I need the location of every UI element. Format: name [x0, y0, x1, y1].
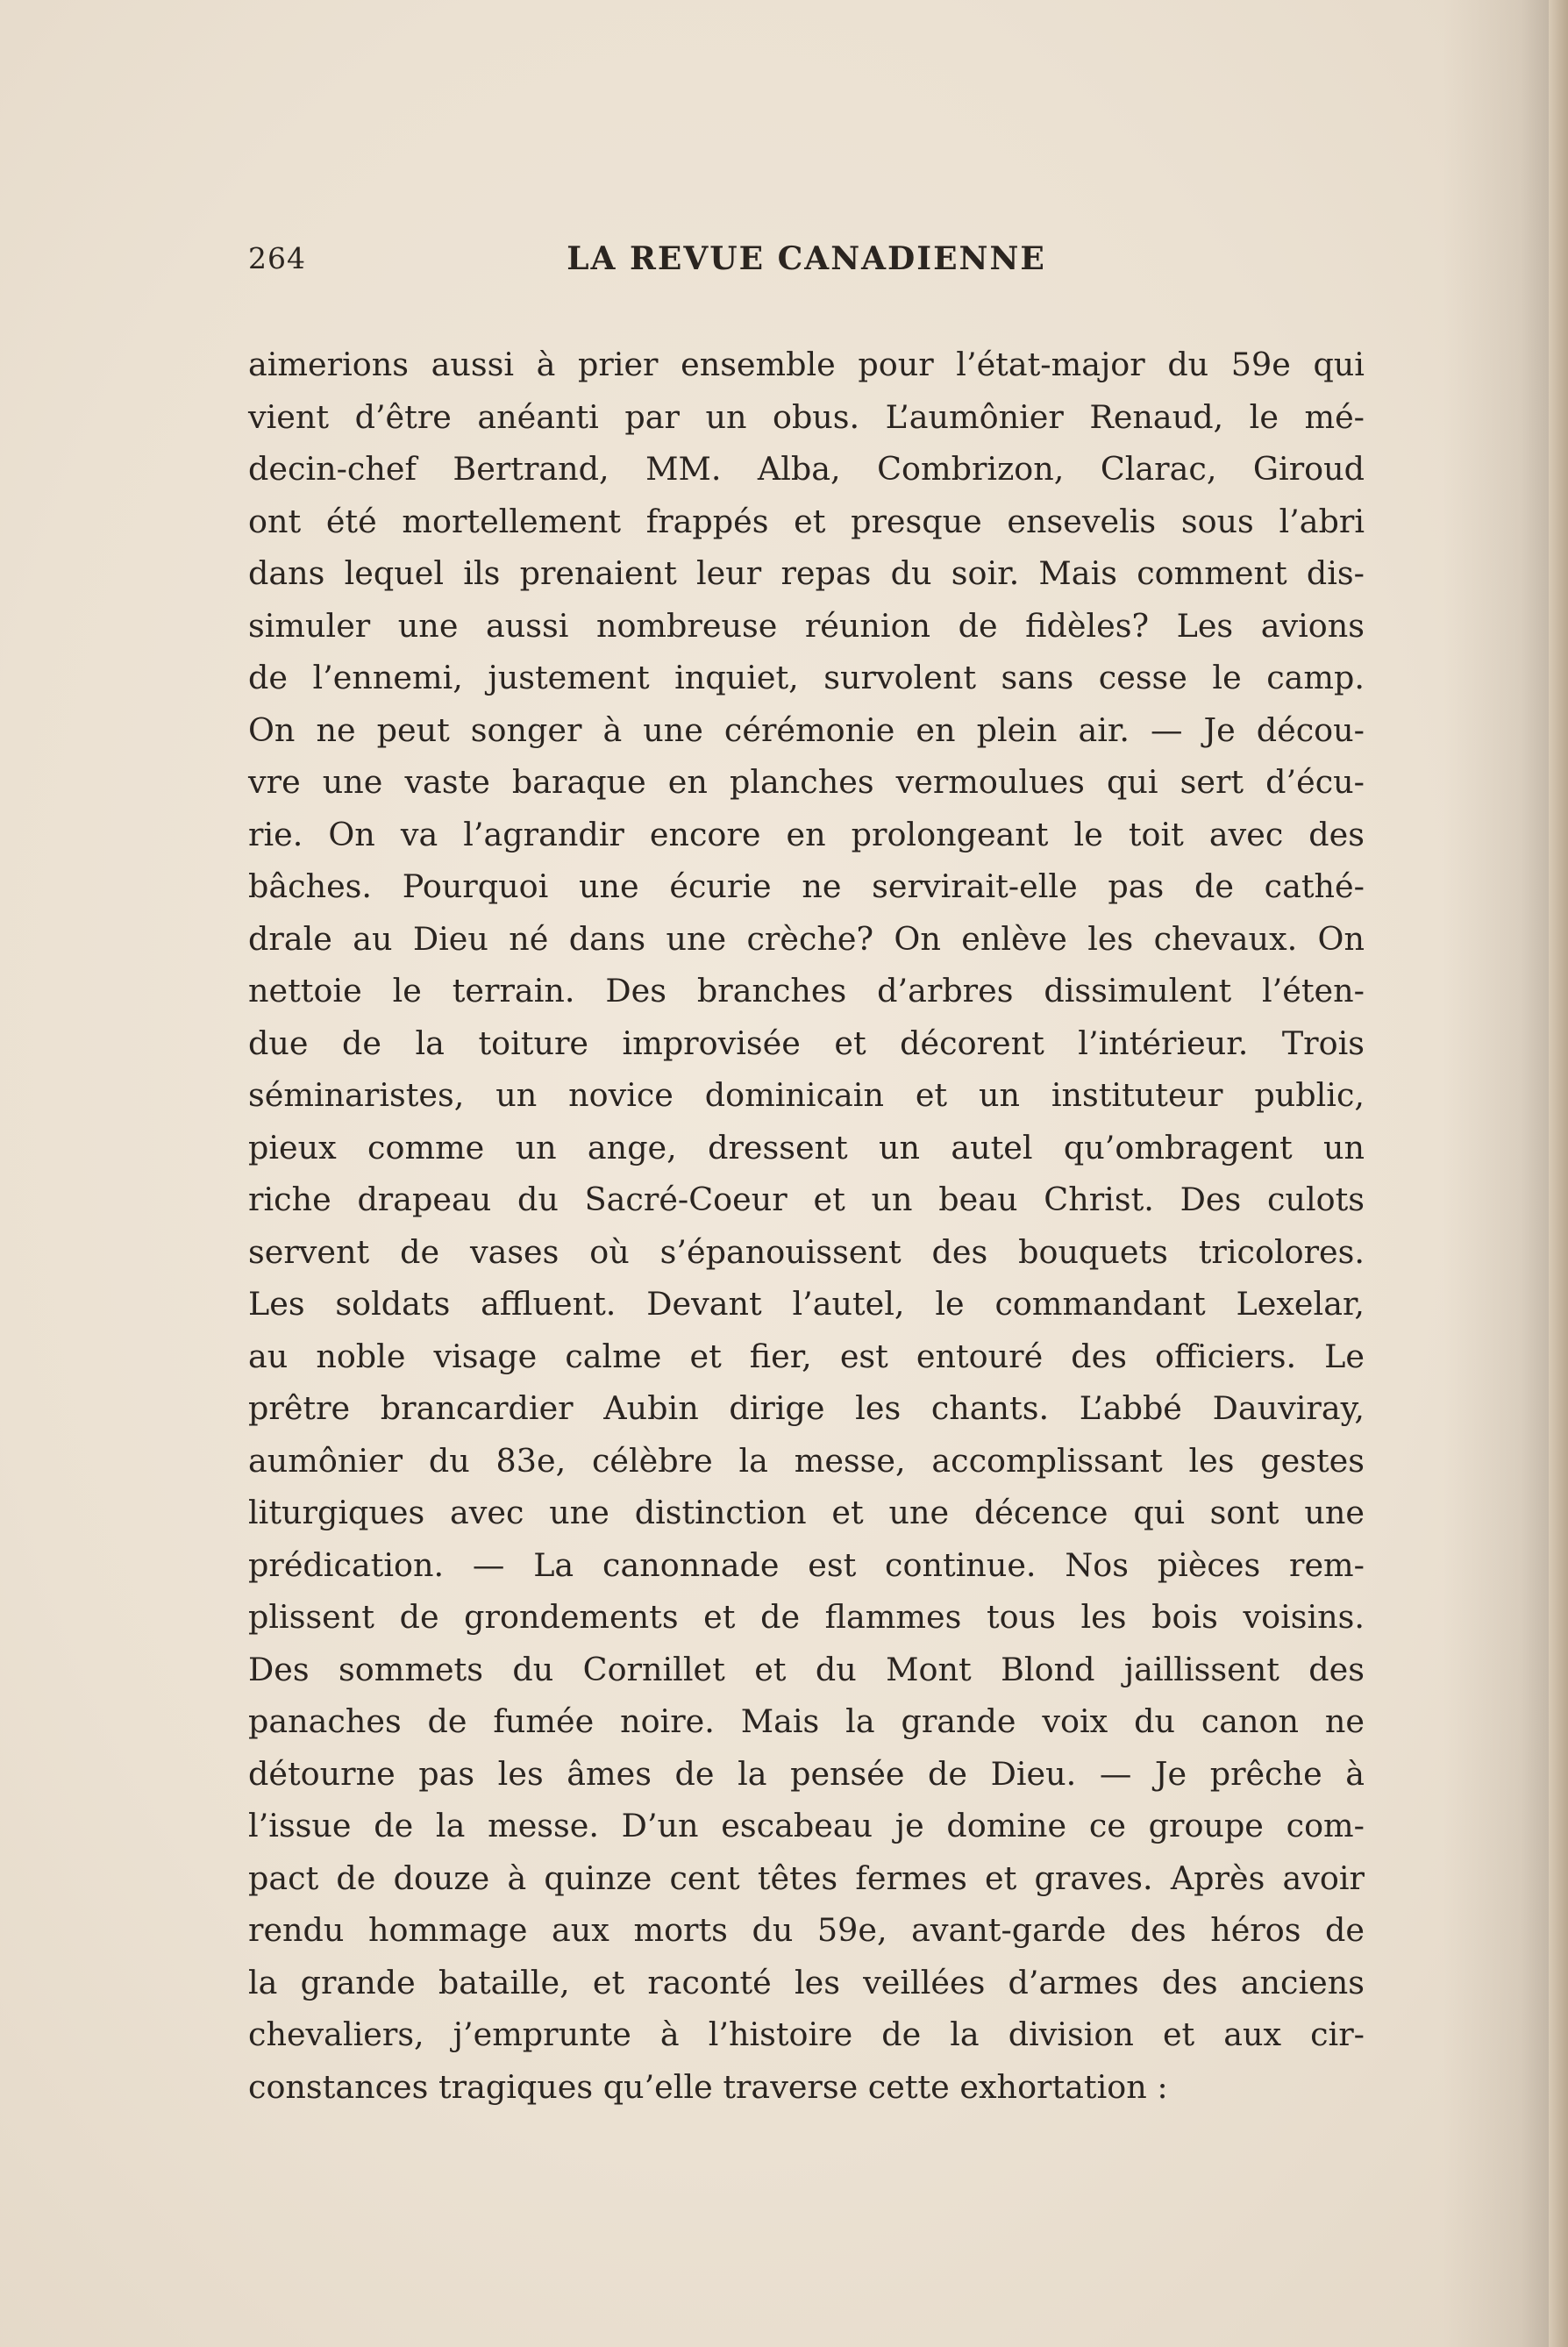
page-header	[248, 237, 1365, 281]
text-line: bâches. Pourquoi une écurie ne servirait-elle pas de cathé-	[248, 867, 1365, 905]
text-line: simuler une aussi nombreuse réunion de fidèles? Les avions	[248, 606, 1365, 645]
text-line: aimerions aussi à prier ensemble pour l’état-major du 59e qui	[248, 346, 1365, 383]
text-line: ont été mortellement frappés et presque ensevelis sous l’abri	[248, 502, 1365, 540]
text-line: liturgiques avec une distinction et une décence qui sont une	[248, 1494, 1365, 1531]
text-line: pact de douze à quinze cent têtes fermes et graves. Après avoir	[248, 1858, 1365, 1897]
text-line: chevaliers, j’emprunte à l’histoire de la division et aux cir-	[248, 2015, 1365, 2053]
text-line: dans lequel ils prenaient leur repas du soir. Mais comment dis-	[248, 554, 1365, 592]
text-line: On ne peut songer à une cérémonie en plein air. — Je décou-	[248, 710, 1365, 749]
text-line: Des sommets du Cornillet et du Mont Blond jaillissent des	[248, 1650, 1365, 1688]
text-line: drale au Dieu né dans une crèche? On enlève les chevaux. On	[248, 919, 1365, 958]
text-line: due de la toiture improvisée et décorent l’intérieur. Trois	[248, 1024, 1365, 1062]
text-line: vient d’être anéanti par un obus. L’aumônier Renaud, le mé-	[248, 397, 1365, 436]
text-line: plissent de grondements et de flammes tous les bois voisins.	[248, 1598, 1365, 1636]
text-line: rie. On va l’agrandir encore en prolongeant le toit avec des	[248, 815, 1365, 853]
text-line: la grande bataille, et raconté les veillées d’armes des anciens	[248, 1963, 1365, 2001]
text-line: pieux comme un ange, dressent un autel qu’ombragent un	[248, 1128, 1365, 1166]
text-line: servent de vases où s’épanouissent des bouquets tricolores.	[248, 1232, 1365, 1271]
text-line: prédication. — La canonnade est continue. Nos pièces rem-	[248, 1545, 1365, 1584]
text-line: rendu hommage aux morts du 59e, avant-garde des héros de	[248, 1911, 1365, 1949]
text-line: prêtre brancardier Aubin dirige les chants. L’abbé Dauviray,	[248, 1389, 1365, 1427]
text-line: constances tragiques qu’elle traverse cette exhortation :	[248, 2067, 1168, 2106]
body-text	[248, 339, 1365, 2113]
text-line: détourne pas les âmes de la pensée de Dieu. — Je prêche à	[248, 1754, 1365, 1793]
page-gutter-shadow	[1549, 0, 1568, 2347]
text-line: l’issue de la messe. D’un escabeau je domine ce groupe com-	[248, 1807, 1365, 1844]
text-line: aumônier du 83e, célèbre la messe, accomplissant les gestes	[248, 1441, 1365, 1480]
running-title: LA REVUE CANADIENNE	[567, 240, 1046, 277]
text-line: séminaristes, un novice dominicain et un instituteur public,	[248, 1076, 1365, 1114]
text-line: decin-chef Bertrand, MM. Alba, Combrizon, Clarac, Giroud	[248, 450, 1365, 488]
page-number: 264	[248, 241, 306, 275]
text-line: nettoie le terrain. Des branches d’arbres dissimulent l’éten-	[248, 972, 1365, 1009]
text-line: de l’ennemi, justement inquiet, survolent sans cesse le camp.	[248, 659, 1365, 696]
text-line: au noble visage calme et fier, est entouré des officiers. Le	[248, 1337, 1365, 1375]
text-line: riche drapeau du Sacré-Coeur et un beau Christ. Des culots	[248, 1181, 1365, 1218]
text-line: vre une vaste baraque en planches vermoulues qui sert d’écu-	[248, 763, 1365, 801]
text-line: panaches de fumée noire. Mais la grande voix du canon ne	[248, 1702, 1365, 1740]
text-line: Les soldats affluent. Devant l’autel, le commandant Lexelar,	[248, 1285, 1365, 1323]
